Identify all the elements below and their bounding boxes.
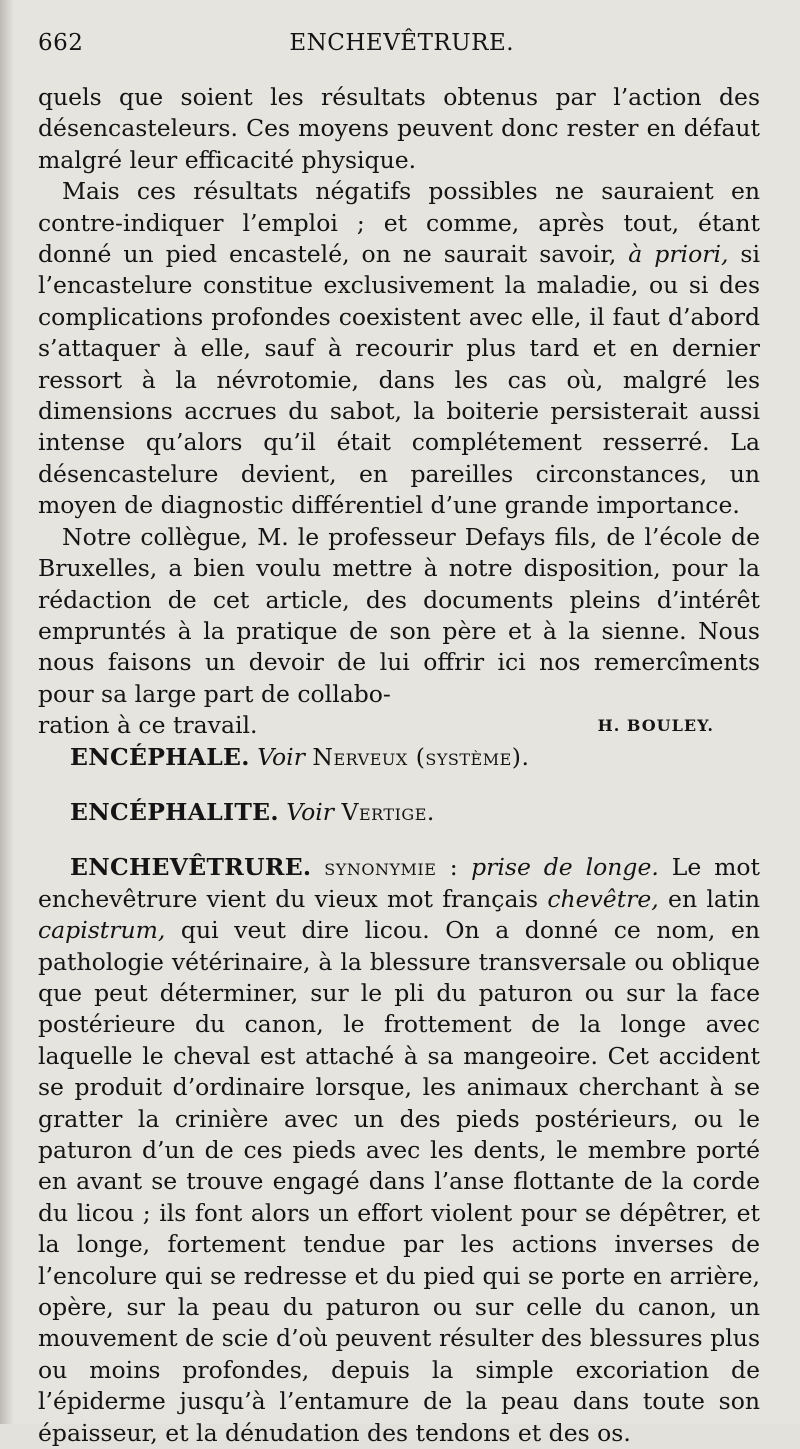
- body-text: [38, 82, 760, 1449]
- paragraph-continuation: quels que soient les résultats obtenus par l’action des désencasteleurs. Ces moyens peuvent donc rester en défaut malgré leur efficacité physique.: [38, 83, 760, 174]
- entry-encephale: [38, 742, 760, 773]
- cross-reference: Vertige.: [341, 797, 435, 826]
- signature-line: [38, 710, 760, 741]
- see-also-label: Voir: [286, 797, 335, 826]
- running-head: [38, 30, 760, 66]
- see-also-label: Voir: [257, 742, 305, 771]
- page-number: 662: [38, 30, 84, 56]
- headword-encephalite: ENCÉPHALITE.: [70, 797, 279, 826]
- entry-encephalite: [38, 797, 760, 828]
- synonymie-label: synonymie :: [324, 853, 459, 882]
- synonym: prise de longe.: [471, 853, 659, 882]
- paragraph-diagnostic: Mais ces résultats négatifs possibles ne sauraient en contre-indiquer l’emploi ; et comme, après tout, étant donné un pied encastelé, on ne saurait savoir, à priori, si l’encastelure constitue exclusivement la maladie, ou si des complications profondes coexistent avec elle, il faut d’abord s’attaquer à elle, sauf à recourir plus tard et en dernier ressort à la névrotomie, dans les cas où, malgré les dimensions accrues du sabot, la boiterie persisterait aussi intense qu’alors qu’il était complétement resserré. La désencastelure devient, en pareilles circonstances, un moyen de diagnostic différentiel d’une grande importance.: [38, 177, 760, 520]
- paragraph-acknowledgement: Notre collègue, M. le professeur Defays fils, de l’école de Bruxelles, a bien voulu mettre à notre disposition, pour la rédaction de cet article, des documents pleins d’intérêt empruntés à la pratique de son père et à la sienne. Nous nous faisons un devoir de lui offrir ici nos remercîments pour sa large part de collabo-: [38, 522, 760, 708]
- running-title: ENCHEVÊTRURE.: [289, 30, 515, 56]
- page-spine-shadow: [0, 0, 14, 1424]
- acknowledgement-last-line: ration à ce travail.: [38, 711, 258, 740]
- headword-enchevetrure: ENCHEVÊTRURE.: [70, 853, 312, 882]
- cross-reference: Nerveux (système).: [312, 742, 530, 771]
- author-signature: H. BOULEY.: [597, 716, 714, 736]
- entry-enchevetrure: ENCHEVÊTRURE. synonymie : prise de longe. Le mot enchevêtrure vient du vieux mot français chevêtre, en latin capistrum, qui veut dire licou. On a donné ce nom, en pathologie vétérinaire, à la blessure transversale ou oblique que peut déterminer, sur le pli du paturon ou sur la face postérieure du canon, le frottement de la longe avec laquelle le cheval est attaché à sa mangeoire. Cet accident se produit d’ordinaire lorsque, les animaux cherchant à se gratter la crinière avec un des pieds postérieurs, ou le paturon d’un de ces pieds avec les dents, le membre porté en avant se trouve engagé dans l’anse flottante de la corde du licou ; ils font alors un effort violent pour se dépêtrer, et la longe, fortement tendue par les actions inverses de l’encolure qui se redresse et du pied qui se porte en arrière, opère, sur la peau du paturon ou sur celle du canon, un mouvement de scie d’où peuvent résulter des blessures plus ou moins profondes, depuis la simple excoriation de l’épiderme jusqu’à l’entamure de la peau dans toute son épaisseur, et la dénudation des tendons et des os.: [38, 853, 760, 1447]
- headword-encephale: ENCÉPHALE.: [70, 742, 250, 771]
